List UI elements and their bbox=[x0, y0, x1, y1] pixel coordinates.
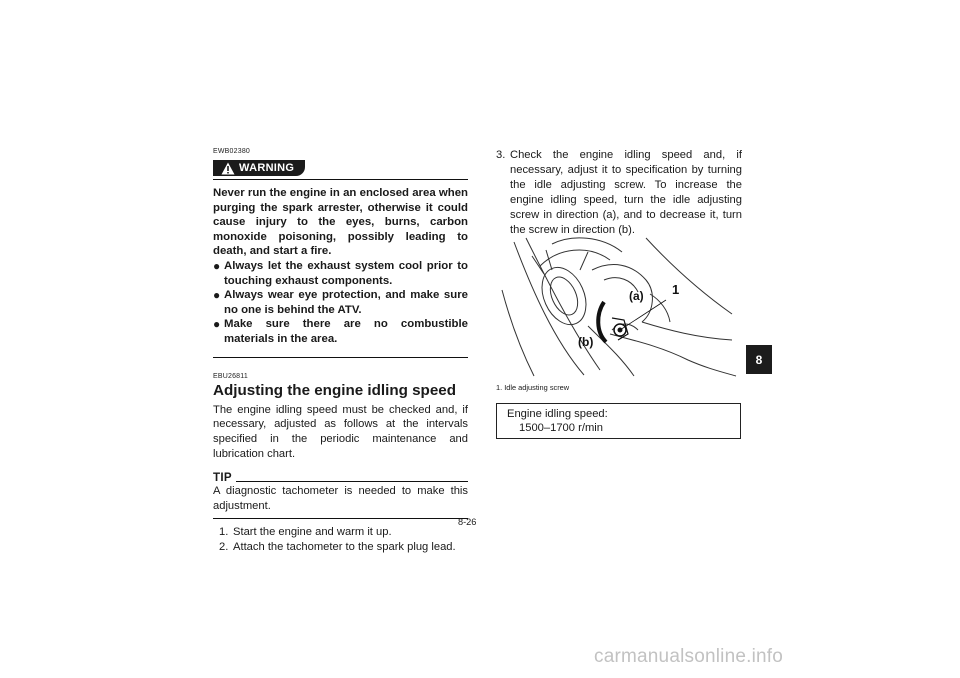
spec-label: Engine idling speed: bbox=[507, 408, 608, 420]
steps-list bbox=[213, 525, 468, 555]
callout-a: (a) bbox=[629, 289, 644, 303]
left-column bbox=[213, 148, 468, 555]
bullet-dot: ● bbox=[213, 288, 221, 303]
warning-bullet-text: Always let the exhaust system cool prior to touching exhaust components. bbox=[224, 259, 468, 287]
warning-triangle-icon bbox=[221, 162, 235, 175]
warning-intro: Never run the engine in an enclosed area when purging the spark arrester, otherwise it could cause injury to the eyes, burns, carbon monoxide poisoning, possibly leading to death, and start a fire. bbox=[213, 187, 468, 258]
warning-code: EWB02380 bbox=[213, 148, 251, 155]
figure-caption: 1. Idle adjusting screw bbox=[496, 383, 570, 392]
right-column bbox=[496, 148, 742, 238]
section-code: EBU26811 bbox=[213, 372, 248, 380]
step-number: 3. bbox=[496, 149, 506, 161]
warning-end-rule bbox=[213, 357, 468, 358]
tip-text: A diagnostic tachometer is needed to make this adjustment. bbox=[213, 484, 468, 512]
bullet-dot: ● bbox=[213, 258, 221, 273]
warning-bullet bbox=[213, 317, 468, 346]
callout-b: (b) bbox=[578, 335, 594, 349]
step-item bbox=[496, 148, 742, 238]
warning-bullet-text: Always wear eye protection, and make sure no one is behind the ATV. bbox=[224, 289, 468, 316]
warning-badge bbox=[213, 160, 305, 176]
warning-bullet bbox=[213, 259, 468, 288]
warning-bullet bbox=[213, 288, 468, 317]
warning-header bbox=[213, 158, 468, 180]
step-text: Check the engine idling speed and, if necessary, adjust it to specification by turning the idle adjusting screw. To increase the engine idling speed, turn the idle adjusting screw in direction (a), and to decrease it, turn the screw in direction (b). bbox=[510, 149, 742, 236]
spec-value: 1500–1700 r/min bbox=[519, 422, 603, 434]
tip-end-rule bbox=[213, 518, 468, 519]
spec-box bbox=[496, 403, 741, 439]
step-number: 2. bbox=[219, 541, 229, 554]
step-number: 1. bbox=[219, 526, 229, 539]
step-text: Start the engine and warm it up. bbox=[233, 526, 392, 539]
step-item bbox=[213, 540, 468, 555]
chapter-tab: 8 bbox=[746, 345, 772, 374]
step-text: Attach the tachometer to the spark plug lead. bbox=[233, 541, 456, 554]
idle-screw-illustration bbox=[492, 230, 742, 378]
page-number: 8-26 bbox=[458, 517, 477, 527]
watermark: carmanualsonline.info bbox=[594, 646, 784, 667]
section-title: Adjusting the engine idling speed bbox=[213, 381, 457, 399]
warning-bullet-text: Make sure there are no combustible materials in the area. bbox=[224, 318, 468, 345]
tip-header-rule bbox=[236, 481, 468, 482]
callout-1: 1 bbox=[672, 282, 680, 297]
idle-adjusting-screw bbox=[598, 300, 666, 342]
section-body: The engine idling speed must be checked and, if necessary, adjusted as follows at the intervals specified in the periodic maintenance and lubrication chart. bbox=[213, 403, 468, 460]
warning-label: WARNING bbox=[239, 162, 295, 174]
step-item bbox=[213, 525, 468, 540]
tip-label: TIP bbox=[213, 470, 232, 484]
bullet-dot: ● bbox=[213, 317, 221, 332]
tip-header bbox=[213, 471, 468, 484]
